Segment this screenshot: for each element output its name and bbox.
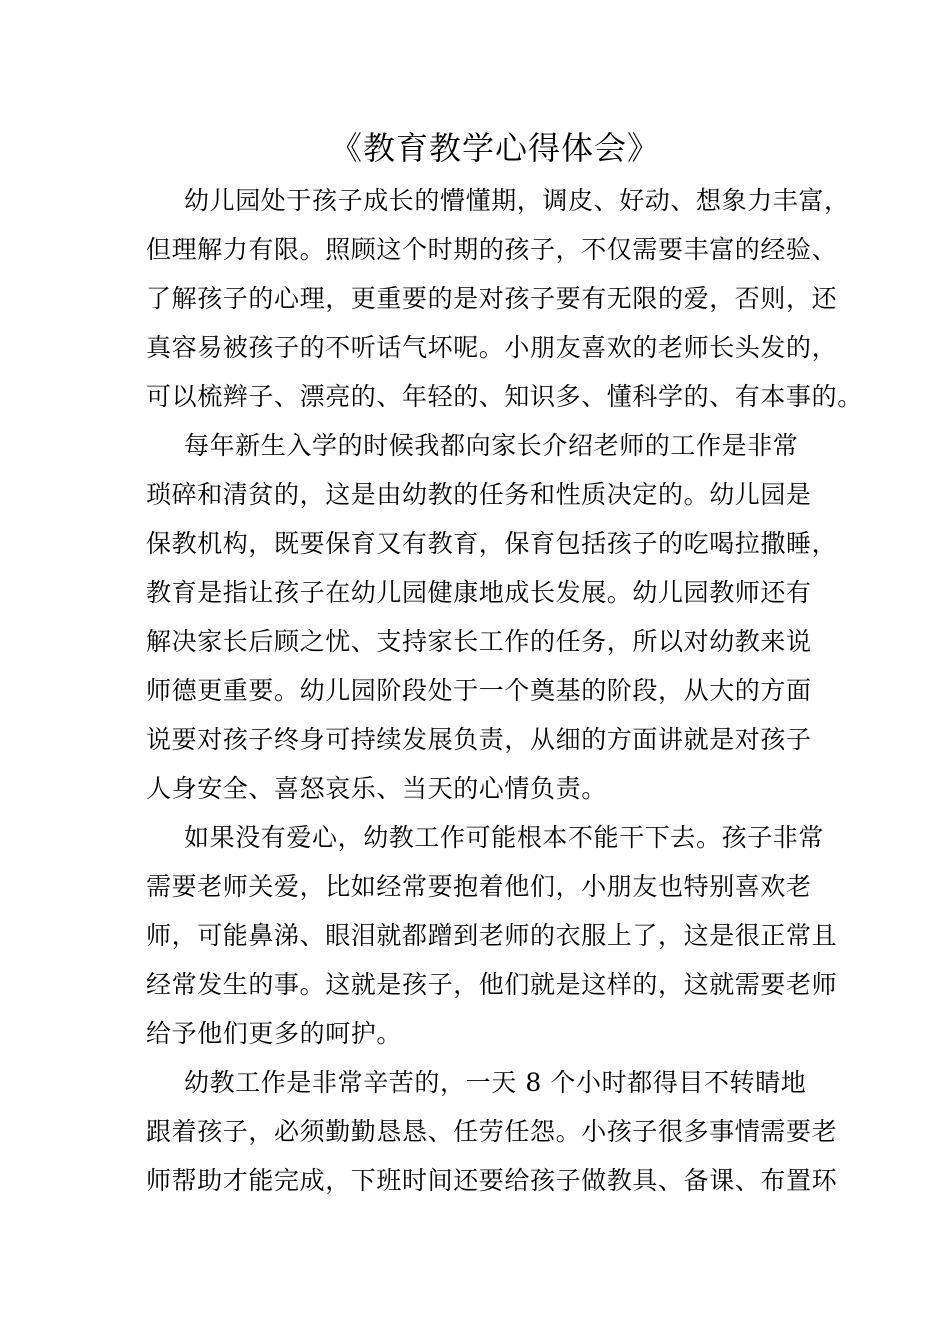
document-body: [146, 176, 863, 1205]
document-title: 《教育教学心得体会》: [329, 129, 660, 167]
paragraph-line: 师帮助才能完成，下班时间还要给孩子做教具、备课、布置环: [146, 1166, 838, 1195]
paragraph-line: 每年新生入学的时候我都向家长介绍老师的工作是非常: [184, 431, 799, 460]
paragraph-line: 了解孩子的心理，更重要的是对孩子要有无限的爱，否则，还: [146, 284, 838, 313]
paragraph-3: [146, 813, 838, 1058]
paragraph-line: 琐碎和清贫的，这是由幼教的任务和性质决定的。幼儿园是: [146, 480, 812, 509]
paragraph-1: [146, 176, 863, 421]
paragraph-line: 解决家长后顾之忧、支持家长工作的任务，所以对幼教来说: [146, 627, 812, 656]
paragraph-line: 需要老师关爱，比如经常要抱着他们，小朋友也特别喜欢老: [146, 872, 812, 901]
paragraph-line: 教育是指让孩子在幼儿园健康地成长发展。幼儿园教师还有: [146, 578, 812, 607]
paragraph-line: 师德更重要。幼儿园阶段处于一个奠基的阶段，从大的方面: [146, 676, 812, 705]
paragraph-line: 人身安全、喜怒哀乐、当天的心情负责。: [146, 774, 607, 803]
paragraph-line: 幼儿园处于孩子成长的懵懂期，调皮、好动、想象力丰富，: [184, 186, 850, 215]
paragraph-line: 保教机构，既要保育又有教育，保育包括孩子的吃喝拉撒睡，: [146, 529, 838, 558]
paragraph-line: 师，可能鼻涕、眼泪就都蹭到老师的衣服上了，这是很正常且: [146, 921, 838, 950]
paragraph-line: 可以梳辫子、漂亮的、年轻的、知识多、懂科学的、有本事的。: [146, 382, 863, 411]
paragraph-line: 幼教工作是非常辛苦的，一天 8 个小时都得目不转睛地: [184, 1068, 807, 1097]
paragraph-line: 真容易被孩子的不听话气坏呢。小朋友喜欢的老师长头发的，: [146, 333, 838, 362]
paragraph-line: 跟着孩子，必须勤勤恳恳、任劳任怨。小孩子很多事情需要老: [146, 1117, 838, 1146]
paragraph-2: [146, 421, 838, 813]
paragraph-line: 经常发生的事。这就是孩子，他们就是这样的，这就需要老师: [146, 970, 838, 999]
paragraph-line: 给予他们更多的呵护。: [146, 1019, 403, 1048]
paragraph-line: 说要对孩子终身可持续发展负责，从细的方面讲就是对孩子: [146, 725, 812, 754]
paragraph-line: 如果没有爱心，幼教工作可能根本不能干下去。孩子非常: [184, 823, 825, 852]
paragraph-4: [146, 1058, 838, 1205]
paragraph-line: 但理解力有限。照顾这个时期的孩子，不仅需要丰富的经验、: [146, 235, 838, 264]
